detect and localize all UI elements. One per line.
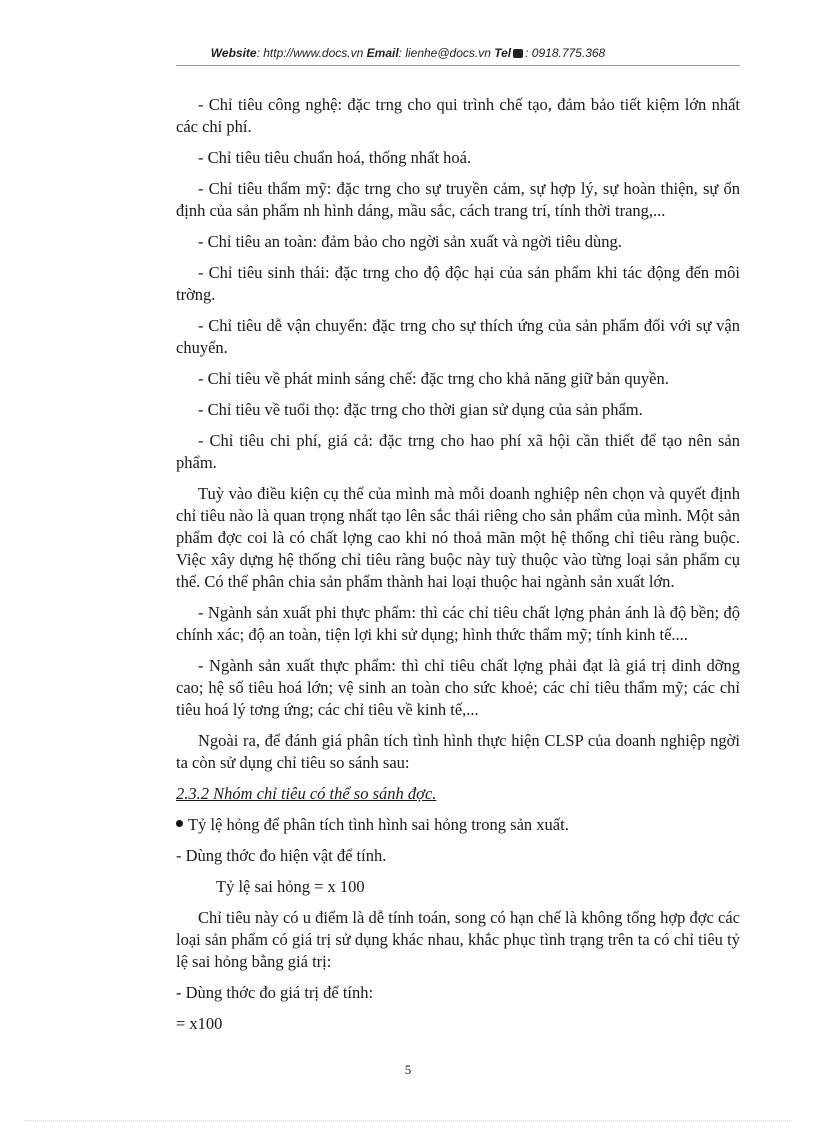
paragraph: - Ngành sản xuất phi thực phẩm: thì các chỉ tiêu chất lợng phản ánh là độ bền; độ chính xác; độ an toàn, tiện lợi khi sử dụng; hình thức thẩm mỹ; tính kinh tế.... (176, 603, 740, 644)
page-header (0, 46, 816, 60)
paragraph: - Chỉ tiêu dễ vận chuyển: đặc trng cho sự thích ứng của sản phẩm đối với sự vận chuyển. (176, 316, 740, 357)
bullet-text: Tỷ lệ hỏng để phân tích tình hình sai hỏng trong sản xuất. (188, 815, 569, 834)
bullet-icon (176, 820, 183, 827)
paragraph: - Chỉ tiêu an toàn: đảm bảo cho ngời sản xuất và ngời tiêu dùng. (198, 232, 622, 251)
phone-icon (513, 49, 523, 58)
paragraph: - Chỉ tiêu về phát minh sáng chế: đặc trng cho khả năng giữ bản quyền. (198, 369, 669, 388)
paragraph: - Chỉ tiêu công nghệ: đặc trng cho qui trình chế tạo, đảm bảo tiết kiệm lớn nhất các chi phí. (176, 95, 740, 136)
footer-divider (24, 1120, 792, 1121)
paragraph: - Chỉ tiêu chi phí, giá cả: đặc trng cho hao phí xã hội cần thiết để tạo nên sản phẩm. (176, 431, 740, 472)
header-divider (176, 65, 740, 66)
page-number: 5 (404, 1062, 412, 1077)
paragraph: - Chỉ tiêu tiêu chuẩn hoá, thống nhất hoá. (198, 148, 472, 167)
paragraph: Ngoài ra, để đánh giá phân tích tình hình thực hiện CLSP của doanh nghiệp ngời ta còn sử dụng chỉ tiêu so sánh sau: (176, 731, 740, 772)
website-label: Website (210, 46, 257, 60)
paragraph: - Chỉ tiêu về tuổi thọ: đặc trng cho thời gian sử dụng của sản phẩm. (198, 400, 643, 419)
paragraph: - Ngành sản xuất thực phẩm: thì chỉ tiêu chất lợng phải đạt là giá trị dinh dỡng cao; hệ số tiêu hoá lớn; vệ sinh an toàn cho sức khoẻ; các chỉ tiêu thẩm mỹ; các chỉ tiêu hoá lý tơng ứng; các chỉ tiêu về kinh tế,... (176, 656, 740, 719)
paragraph: Chỉ tiêu này có u điểm là dễ tính toán, song có hạn chế là không tổng hợp đợc các loại sản phẩm có giá trị sử dụng khác nhau, khắc phục tình trạng trên ta có chỉ tiêu tỷ lệ sai hỏng bằng giá trị: (176, 908, 740, 971)
formula: = x100 (176, 1014, 223, 1033)
website-value: : http://www.docs.vn (256, 46, 364, 60)
tel-value: : 0918.775.368 (525, 46, 606, 60)
email-label: Email (366, 46, 399, 60)
email-value: : lienhe@docs.vn (398, 46, 491, 60)
section-subheading: 2.3.2 Nhóm chỉ tiêu có thể so sánh đợc. (176, 784, 437, 803)
document-body (176, 94, 740, 1044)
paragraph: - Dùng thớc đo hiện vật để tính. (176, 846, 387, 865)
paragraph: - Dùng thớc đo giá trị để tính: (176, 983, 374, 1002)
paragraph: Tuỳ vào điều kiện cụ thể của mình mà mỗi doanh nghiệp nên chọn và quyết định chỉ tiêu nào là quan trọng nhất tạo lên sắc thái riêng cho sản phẩm của mình. Một sản phẩm đợc coi là có chất lợng cao khi nó thoả mãn một hệ thống chỉ tiêu ràng buộc. Việc xây dựng hệ thống chỉ tiêu ràng buộc này tuỳ thuộc vào từng loại sản phẩm cụ thể. Có thể phân chia sản phẩm thành hai loại thuộc hai ngành sản xuất lớn. (176, 484, 740, 591)
tel-label: Tel (494, 46, 512, 60)
bullet-item (176, 814, 740, 836)
paragraph: - Chỉ tiêu sinh thái: đặc trng cho độ độc hại của sản phẩm khi tác động đến môi trờng. (176, 263, 740, 304)
formula: Tỷ lệ sai hỏng = x 100 (216, 877, 365, 896)
paragraph: - Chỉ tiêu thẩm mỹ: đặc trng cho sự truyền cảm, sự hợp lý, sự hoàn thiện, sự ổn định của sản phẩm nh hình dáng, mầu sắc, cách trang trí, tính thời trang,... (176, 179, 740, 220)
